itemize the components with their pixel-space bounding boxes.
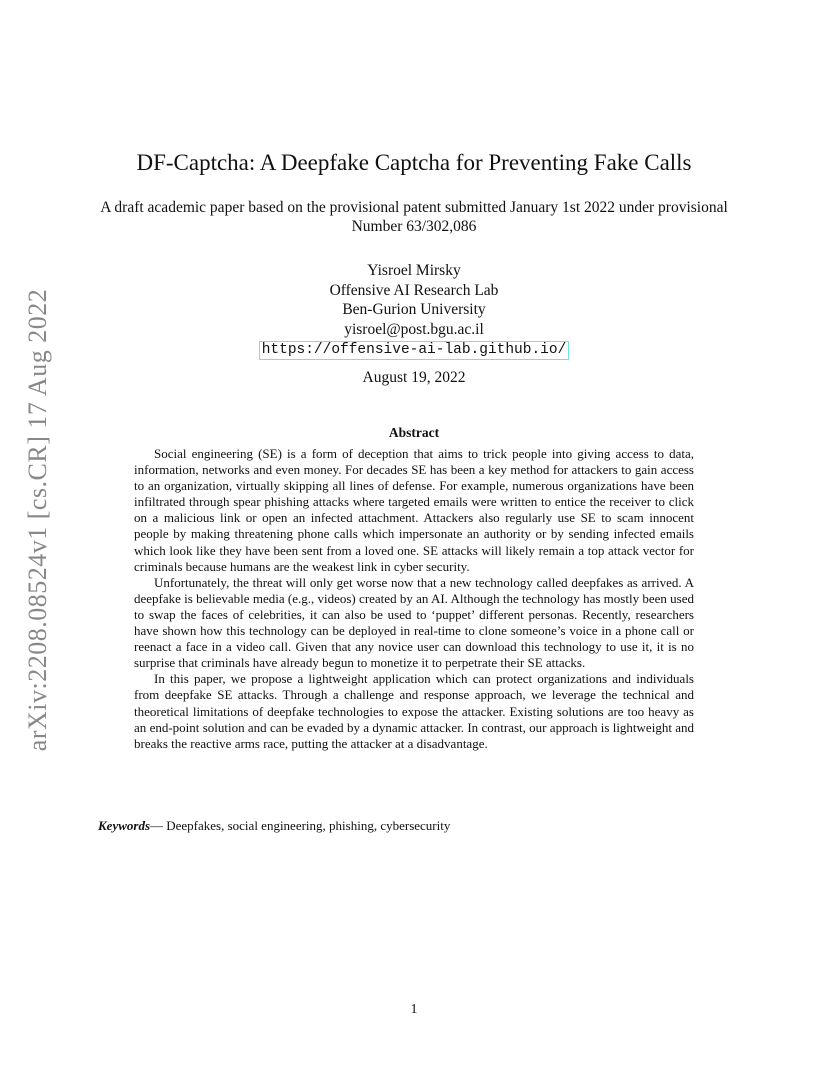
author-university: Ben-Gurion University [342, 301, 486, 318]
author-block [0, 261, 828, 360]
page-number: 1 [410, 1002, 418, 1017]
author-email: yisroel@post.bgu.ac.il [344, 320, 484, 338]
abstract-heading: Abstract [388, 425, 440, 440]
keywords-separator: — [150, 818, 167, 833]
abstract-body [134, 446, 694, 752]
arxiv-identifier: arXiv:2208.08524v1 [cs.CR] 17 Aug 2022 [23, 288, 52, 752]
paper-title: DF-Captcha: A Deepfake Captcha for Preventing Fake Calls [136, 150, 692, 175]
author-lab: Offensive AI Research Lab [329, 281, 499, 299]
paper-subtitle: A draft academic paper based on the provisional patent submitted January 1st 2022 under provisional Number 63/302,086 [100, 199, 728, 235]
abstract-paragraph-3: In this paper, we propose a lightweight application which can protect organizations and individuals from deepfake SE attacks. Through a challenge and response approach, we leverage the technical and theoretical limitations of deepfake technologies to expose the attacker. Existing solutions are too heavy as an end-point solution and can be evaded by a dynamic attacker. In contrast, our approach is lightweight and breaks the reactive arms race, putting the attacker at a disadvantage. [134, 671, 694, 751]
paper-date: August 19, 2022 [362, 369, 466, 386]
keywords-label: Keywords [98, 818, 150, 833]
author-url-link[interactable]: https://offensive-ai-lab.github.io/ [259, 341, 570, 360]
abstract-paragraph-2: Unfortunately, the threat will only get worse now that a new technology called deepfakes as arrived. A deepfake is believable media (e.g., videos) created by an AI. Although the technology has mostly been used to swap the faces of celebrities, it can also be used to ‘puppet’ different personas. Recently, researchers have shown how this technology can be deployed in real-time to clone someone’s voice in a phone call or reenact a face in a video call. Given that any novice user can download this technology to use it, it is no surprise that criminals have already begun to monetize it to perpetrate their SE attacks. [134, 574, 694, 671]
keywords-line [98, 818, 738, 834]
abstract-paragraph-1: Social engineering (SE) is a form of deception that aims to trick people into giving access to data, information, networks and even money. For decades SE has been a key method for attackers to gain access to an organization, virtually skipping all lines of defense. For example, numerous organizations have been infiltrated through spear phishing attacks where targeted emails were written to entice the receiver to click on a malicious link or open an infected attachment. Attackers also regularly use SE to scam innocent people by making threatening phone calls which impersonate an authority or by sending infected emails which look like they have been sent from a loved one. SE attacks will likely remain a top attack vector for criminals because humans are the weakest link in cyber security. [134, 446, 694, 574]
author-name: Yisroel Mirsky [367, 262, 461, 279]
keywords-text: Deepfakes, social engineering, phishing, cybersecurity [166, 818, 451, 833]
